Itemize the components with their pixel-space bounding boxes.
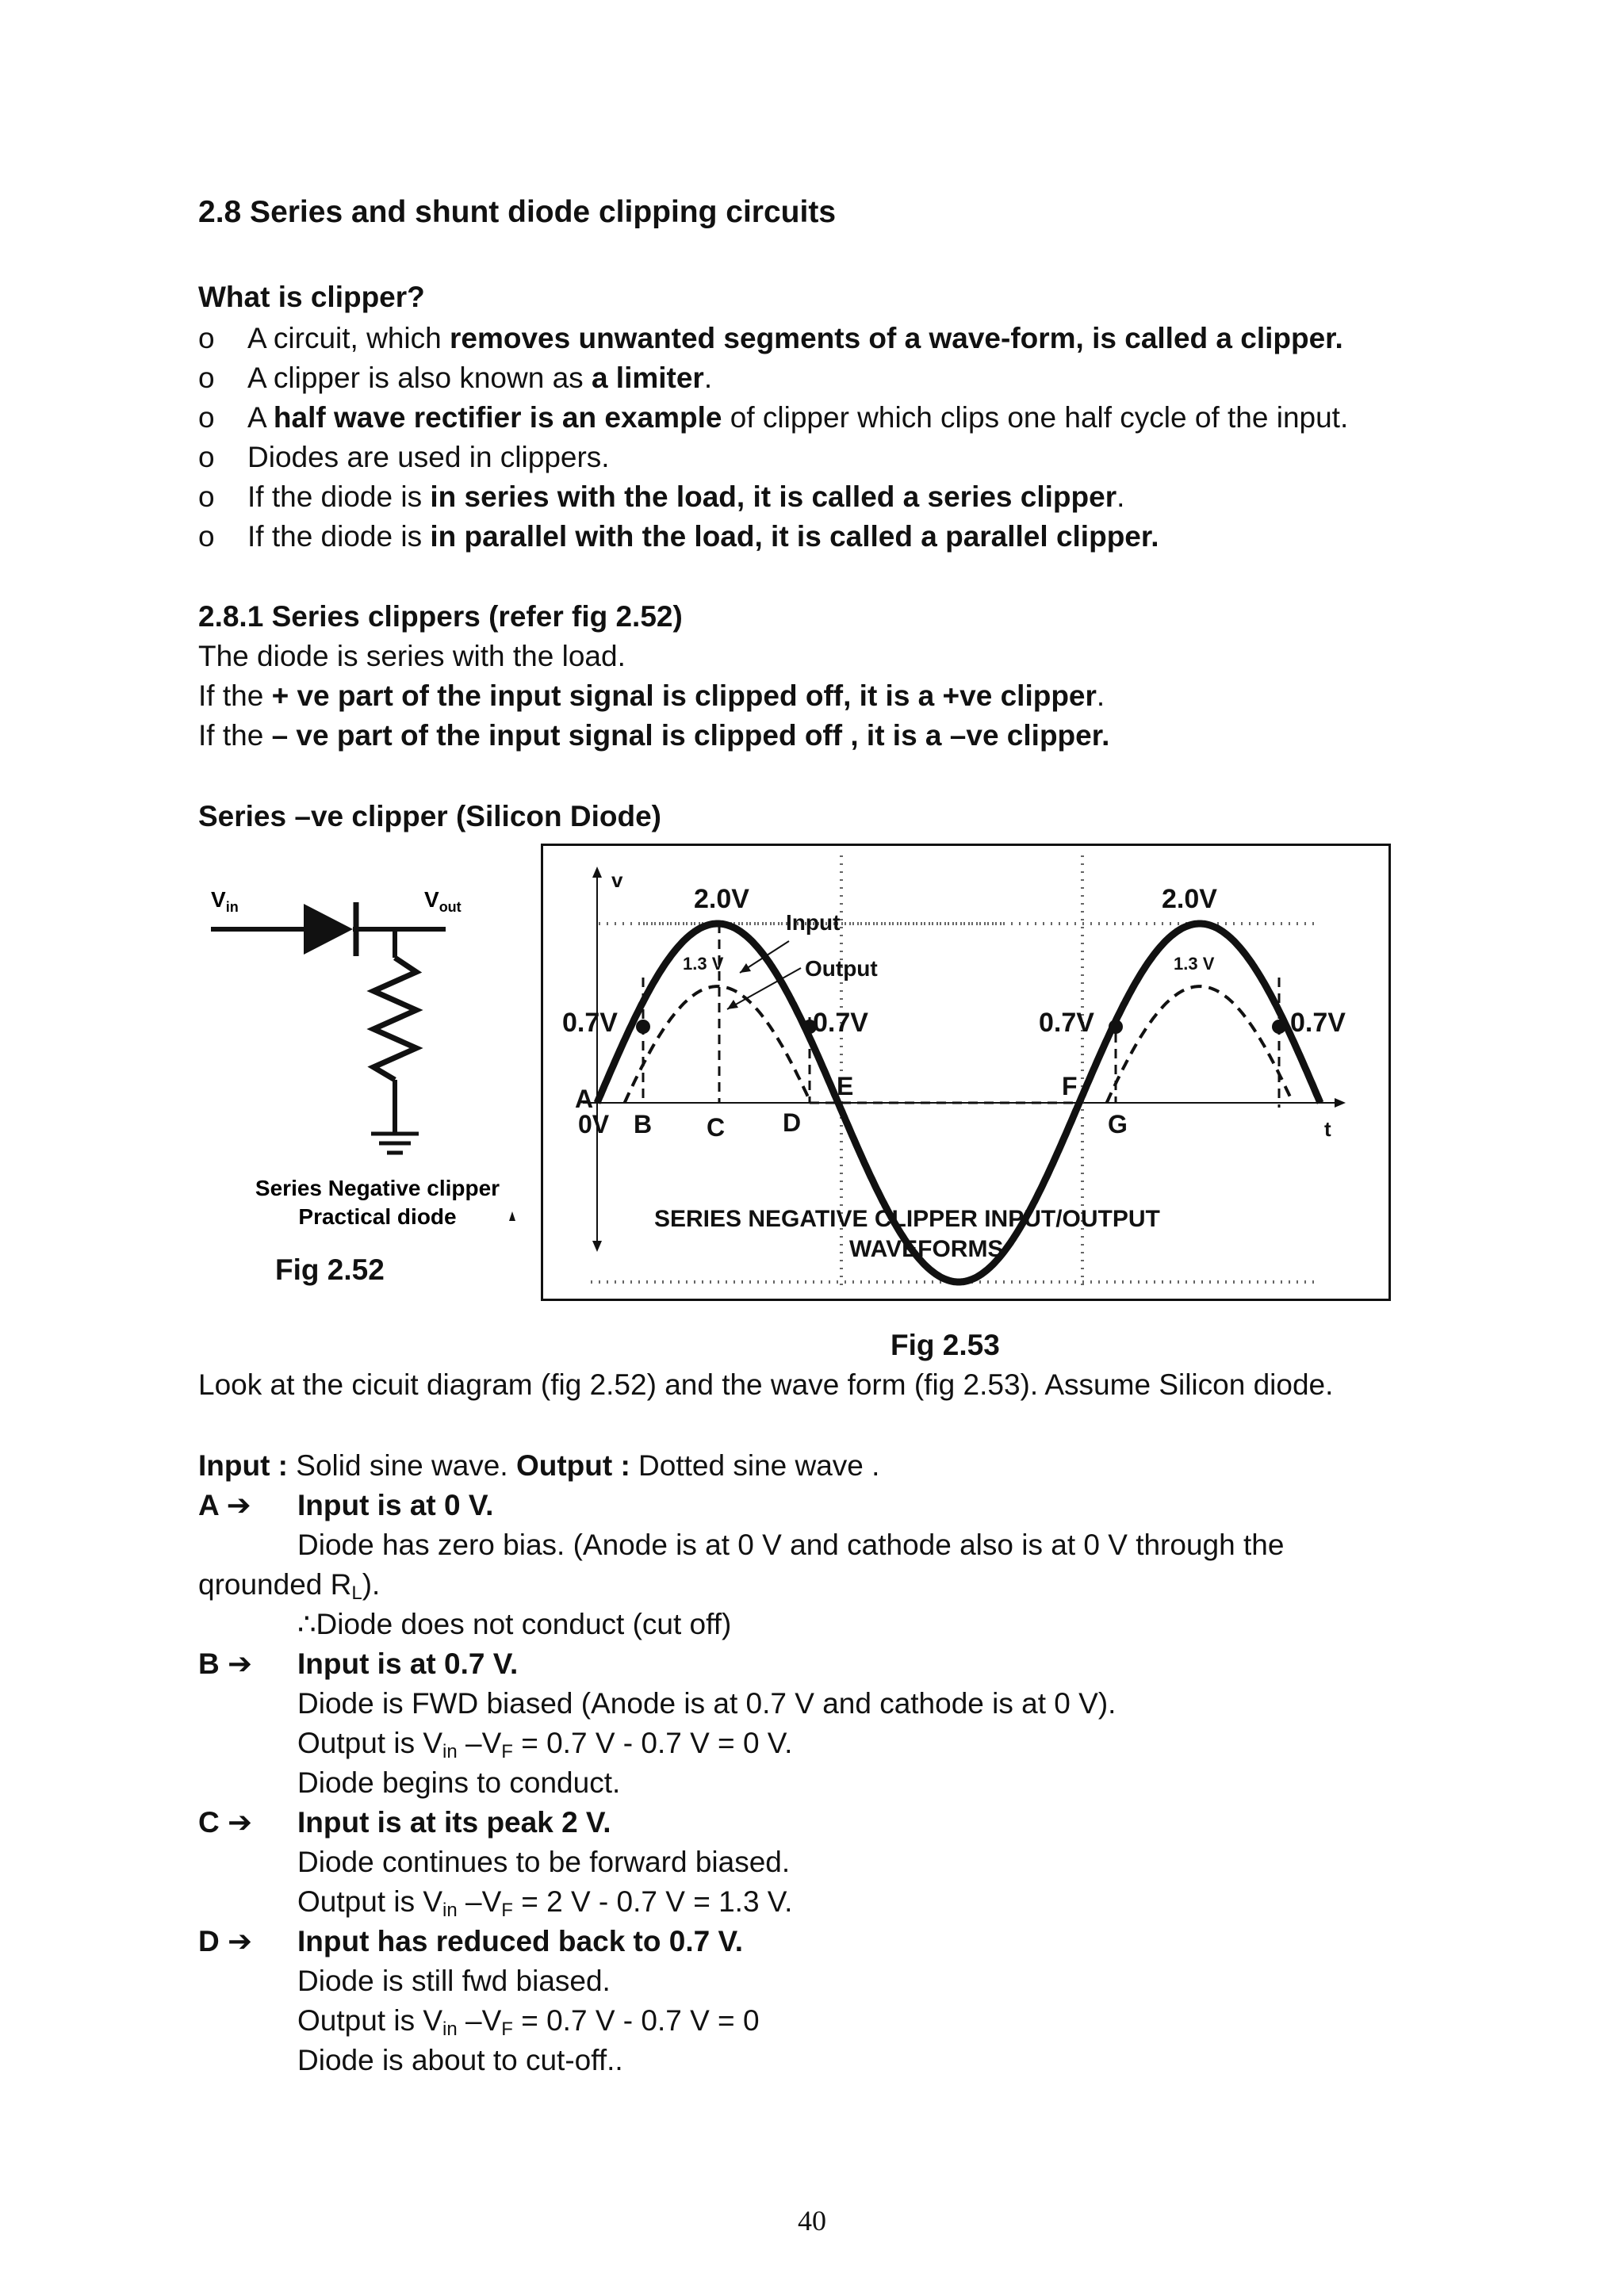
text: qrounded R [198, 1568, 352, 1601]
point-a-heading [198, 1486, 251, 1525]
bullet-text: of clipper which clips one half cycle of the input. [722, 401, 1349, 434]
bullet-text: If the diode is [247, 520, 431, 553]
point-b-title: Input is at 0.7 V. [297, 1647, 519, 1680]
text: If the [198, 679, 272, 712]
text: = 2 V - 0.7 V = 1.3 V. [512, 1885, 793, 1918]
subscript: F [501, 1741, 513, 1762]
waveform-title: SERIES NEGATIVE CLIPPER INPUT/OUTPUT [654, 1206, 1160, 1232]
subsection-title: 2.8.1 Series clippers (refer fig 2.52) [198, 600, 683, 633]
bullet-bold: in parallel with the load, it is called a parallel clipper. [430, 520, 1159, 553]
subscript: in [442, 1741, 458, 1762]
output-peak-label-right: 1.3 V [1174, 954, 1215, 974]
arrow-icon: ➔ [226, 1489, 251, 1521]
point-a-line: Diode has zero bias. (Anode is at 0 V and cathode also is at 0 V through the [297, 1529, 1285, 1561]
series-neg-heading: Series –ve clipper (Silicon Diode) [198, 800, 661, 832]
bullet-text: . [703, 362, 713, 394]
point-d-label: D [783, 1108, 802, 1137]
point-a-line [198, 1565, 380, 1605]
fig-252-label: Fig 2.52 [275, 1253, 385, 1286]
t-axis-label: t [1324, 1117, 1331, 1141]
output-peak-label-left: 1.3 V [683, 954, 724, 974]
bullet-text: A clipper is also known as [247, 362, 592, 394]
point-b-label: B [634, 1110, 653, 1138]
point-right-dot [1272, 1020, 1286, 1034]
bullet-mark: o [198, 441, 215, 473]
circuit-caption: Series Negative clipper [255, 1176, 500, 1200]
point-c-line [297, 1882, 792, 1922]
subsection-line [198, 676, 1105, 716]
bold-text: – ve part of the input signal is clipped off , it is a –ve clipper. [271, 719, 1110, 752]
point-b-dot [636, 1020, 650, 1034]
arrow-icon: ➔ [228, 1647, 253, 1680]
bullet-bold: removes unwanted segments of a wave-form, is called a clipper. [449, 322, 1343, 354]
text: = 0.7 V - 0.7 V = 0 [512, 2004, 760, 2037]
text: Output is V [297, 2004, 443, 2037]
io-line [198, 1446, 879, 1486]
point-e-label: E [837, 1072, 854, 1100]
point-f-dot [1109, 1020, 1123, 1034]
subscript: F [501, 2019, 513, 2040]
point-c-title: Input is at its peak 2 V. [297, 1806, 611, 1839]
bullet-text: If the diode is [247, 480, 431, 513]
text: ). [362, 1568, 381, 1601]
output-label: Output [805, 956, 878, 981]
resistor-symbol [373, 958, 416, 1080]
point-b-line: Diode is FWD biased (Anode is at 0.7 V and cathode is at 0 V). [297, 1687, 1116, 1720]
bullet-mark: o [198, 520, 215, 553]
text: If the [198, 719, 272, 752]
bold-text: + ve part of the input signal is clipped off, it is a +ve clipper [271, 679, 1097, 712]
v-axis-arrow-icon [592, 867, 602, 878]
t-axis-arrow-icon [1335, 1098, 1346, 1108]
point-d-title: Input has reduced back to 0.7 V. [297, 1925, 744, 1957]
level-label: 0.7V [1290, 1008, 1346, 1038]
fig-253-label: Fig 2.53 [891, 1329, 1000, 1361]
bullet-bold: half wave rectifier is an example [273, 401, 722, 434]
v-axis-label: v [611, 868, 623, 892]
text: Dotted sine wave . [630, 1449, 880, 1482]
output-waveform [625, 986, 1293, 1103]
level-label: 0.7V [813, 1008, 868, 1038]
point-c-heading [198, 1803, 252, 1843]
point-a-label: A [575, 1085, 594, 1113]
input-label: Input [786, 910, 841, 935]
subsection-line [198, 716, 1109, 756]
waveform-title: WAVEFORMS [849, 1236, 1004, 1262]
subscript: F [501, 1900, 513, 1921]
text: –V [457, 1727, 502, 1759]
text: –V [457, 1885, 502, 1918]
point-letter: D [198, 1925, 220, 1957]
point-b-heading [198, 1644, 252, 1684]
point-d-heading [198, 1922, 252, 1961]
what-is-heading: What is clipper? [198, 281, 425, 313]
point-g-label: G [1108, 1110, 1128, 1138]
level-label: 0.7V [562, 1008, 618, 1038]
bullet-text: A [247, 401, 274, 434]
subscript: L [351, 1582, 362, 1604]
circuit-caption: Practical diode [298, 1204, 457, 1229]
zero-volt-label: 0V [578, 1110, 610, 1138]
point-letter: C [198, 1806, 220, 1839]
text: Input : [198, 1449, 289, 1482]
point-a-line: ∴Diode does not conduct (cut off) [297, 1608, 732, 1640]
input-pointer-arrow-icon [740, 963, 751, 973]
point-b-line: Diode begins to conduct. [297, 1766, 621, 1799]
text: Output : [515, 1449, 630, 1482]
waveform-chart [543, 846, 1388, 1299]
subscript: in [442, 2019, 458, 2040]
peak-label-right: 2.0V [1162, 884, 1217, 914]
subscript: in [442, 1900, 458, 1921]
point-b-line [297, 1724, 792, 1763]
point-d-line: Diode is still fwd biased. [297, 1965, 611, 1997]
small-arrow-icon [509, 1211, 515, 1221]
bullet-text: Diodes are used in clippers. [247, 441, 610, 473]
point-c-label: C [707, 1113, 726, 1142]
text: = 0.7 V - 0.7 V = 0 V. [512, 1727, 793, 1759]
text: Solid sine wave. [288, 1449, 516, 1482]
bullet-mark: o [198, 322, 215, 354]
bullet-mark: o [198, 480, 215, 513]
text: Output is V [297, 1727, 443, 1759]
level-label: 0.7V [1039, 1008, 1094, 1038]
text: Output is V [297, 1885, 443, 1918]
arrow-icon: ➔ [228, 1925, 253, 1957]
peak-label-left: 2.0V [694, 884, 749, 914]
bullet-text: A circuit, which [247, 322, 450, 354]
subsection-line: The diode is series with the load. [198, 640, 626, 672]
bullet-mark: o [198, 401, 215, 434]
v-axis-arrow-icon [592, 1241, 602, 1252]
point-letter: A [198, 1489, 219, 1521]
vin-label: $V_{in}$ [211, 887, 239, 915]
section-title: 2.8 Series and shunt diode clipping circuits [198, 195, 837, 229]
bullet-mark: o [198, 362, 215, 394]
point-a-title: Input is at 0 V. [297, 1489, 494, 1521]
bullet-bold: a limiter [591, 362, 704, 394]
text: –V [457, 2004, 502, 2037]
point-f-label: F [1062, 1072, 1078, 1100]
vout-label: $V_{out}$ [424, 887, 462, 915]
point-d-line: Diode is about to cut-off.. [297, 2044, 623, 2076]
point-c-line: Diode continues to be forward biased. [297, 1846, 791, 1878]
diode-symbol [304, 904, 353, 955]
arrow-icon: ➔ [228, 1806, 253, 1839]
look-line: Look at the cicuit diagram (fig 2.52) and the wave form (fig 2.53). Assume Silicon diode. [198, 1368, 1334, 1401]
text: . [1096, 679, 1105, 712]
point-letter: B [198, 1647, 220, 1680]
point-d-line [297, 2001, 760, 2041]
page-number: 40 [798, 2205, 826, 2237]
bullet-bold: in series with the load, it is called a series clipper [430, 480, 1117, 513]
circuit-diagram [198, 872, 531, 1284]
bullet-text: . [1116, 480, 1125, 513]
